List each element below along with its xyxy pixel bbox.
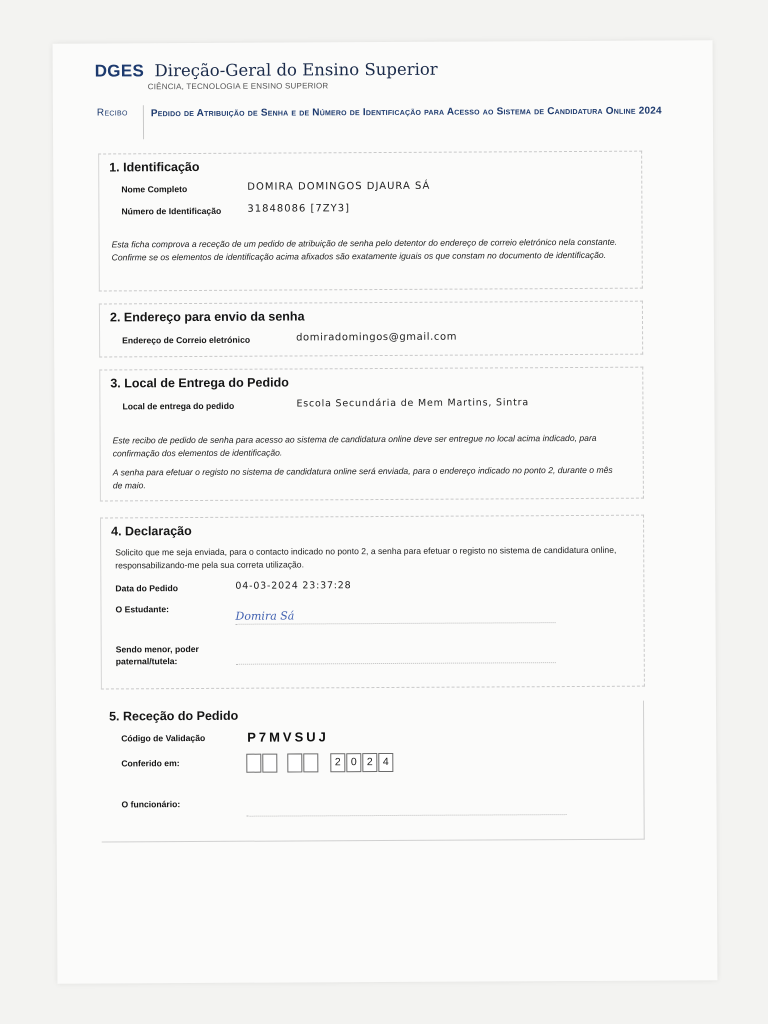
receipt-header — [96, 104, 697, 120]
declaration-section — [100, 515, 645, 690]
section-title: 4. Declaração — [111, 524, 192, 539]
declaration-text: Solicito que me seja enviada, para o contacto indicado no ponto 2, a senha para efetuar o registo no sistema de candidatura online, responsabilizando-me pela sua correta utilização. — [115, 544, 617, 570]
identification-section — [98, 151, 643, 292]
header — [94, 59, 438, 92]
id-number-label: Número de Identificação — [121, 205, 222, 217]
receipt-label: Recibo — [96, 107, 128, 119]
checked-on-label: Conferido em: — [121, 758, 180, 769]
delivery-place-label: Local de entrega do pedido — [122, 400, 235, 412]
month-box — [287, 753, 302, 772]
identification-note: Esta ficha comprova a receção de um pedido de atribuição de senha pelo detentor do endereço de correio eletrónico nela constante. Confirme se os elementos de identificação acima afixados são exatamente iguais os que constam no documento de identificação. — [111, 236, 618, 262]
delivery-place-value: Escola Secundária de Mem Martins, Sintra — [296, 397, 529, 410]
day-box — [246, 754, 261, 773]
reception-section — [101, 701, 645, 843]
id-number-value: 31848086 [7ZY3] — [247, 203, 351, 215]
clerk-signature-line — [247, 813, 567, 817]
year-digit-box: 0 — [346, 753, 361, 772]
document-page — [53, 40, 718, 983]
validation-code-value: P7MVSUJ — [247, 729, 329, 745]
validation-code-label: Código de Validação — [121, 732, 206, 744]
month-box — [303, 753, 318, 772]
guardian-signature-line — [236, 661, 556, 665]
institution-title: Direção-Geral do Ensino Superior — [154, 59, 438, 81]
guardian-label-line2: paternal/tutela: — [115, 656, 178, 667]
divider — [143, 105, 144, 139]
year-digit-box: 2 — [362, 753, 377, 772]
section-title: 5. Receção do Pedido — [109, 708, 239, 724]
student-signature: Domira Sá — [235, 609, 295, 623]
day-box — [262, 754, 277, 773]
full-name-label: Nome Completo — [121, 184, 188, 195]
section-title: 2. Endereço para envio da senha — [109, 309, 305, 325]
year-digit-box: 4 — [378, 753, 393, 772]
document-title: Pedido de Atribuição de Senha e de Número de Identificação para Acesso ao Sistema de Candidatura Online 2024 — [150, 105, 662, 120]
institution-subtitle: CIÊNCIA, TECNOLOGIA E ENSINO SUPERIOR — [147, 81, 329, 92]
full-name-value: DOMIRA DOMINGOS DJAURA SÁ — [247, 180, 431, 193]
dges-logo: DGES — [94, 61, 145, 81]
year-digit-box: 2 — [330, 753, 345, 772]
student-signature-line — [236, 621, 556, 625]
delivery-section — [99, 367, 644, 502]
email-section — [99, 301, 643, 358]
delivery-note-2: A senha para efetuar o registo no sistema de candidatura online será enviada, para o endereço indicado no ponto 2, durante o mês de maio. — [112, 464, 613, 490]
request-date-label: Data do Pedido — [115, 583, 178, 594]
student-label: O Estudante: — [115, 604, 170, 615]
delivery-note-1: Este recibo de pedido de senha para acesso ao sistema de candidatura online deve ser entregue no local acima indicado, para confirmação dos elementos de identificação. — [112, 432, 597, 458]
section-title: 1. Identificação — [109, 159, 200, 175]
email-value: domiradomingos@gmail.com — [296, 331, 458, 344]
guardian-label-line1: Sendo menor, poder — [115, 643, 199, 655]
section-title: 3. Local de Entrega do Pedido — [110, 375, 289, 391]
clerk-label: O funcionário: — [121, 799, 181, 810]
email-label: Endereço de Correio eletrónico — [122, 334, 251, 346]
request-date-value: 04-03-2024 23:37:28 — [235, 580, 352, 592]
